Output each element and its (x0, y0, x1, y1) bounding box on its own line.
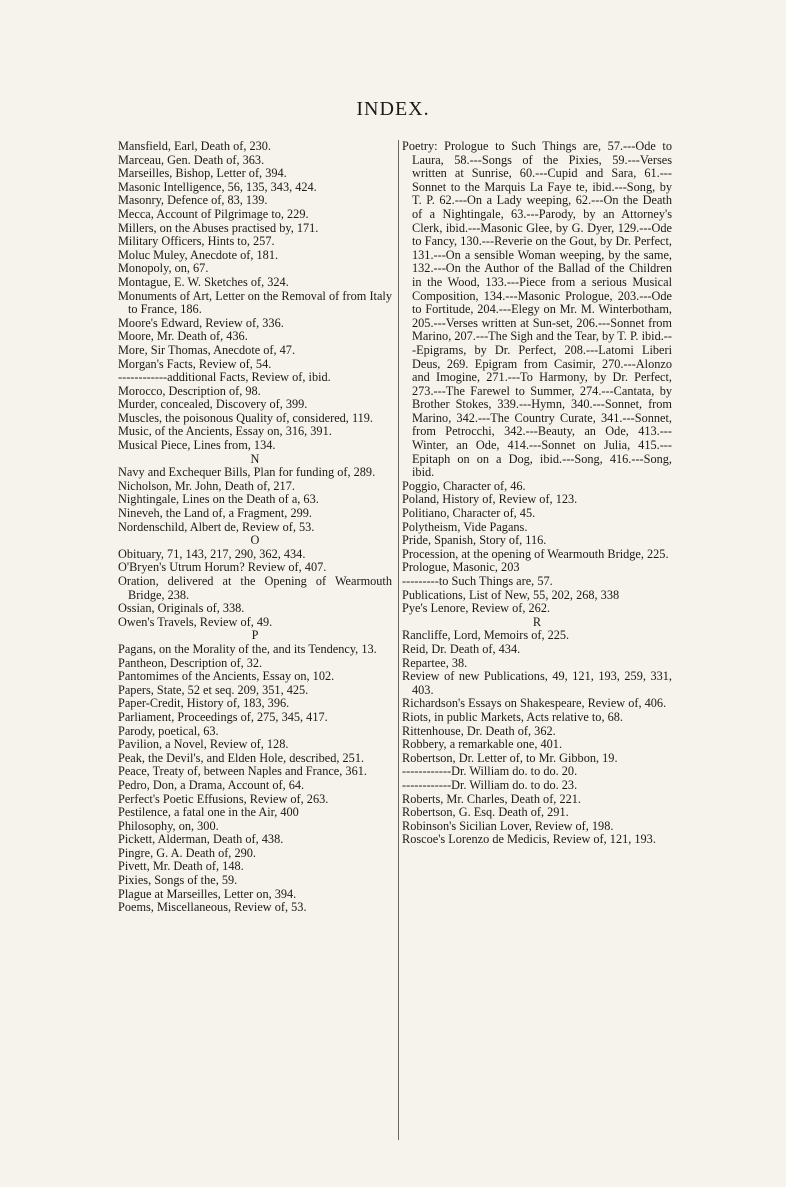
index-column-right (402, 140, 672, 847)
index-entry: Poggio, Character of, 46. (402, 478, 526, 493)
index-entry: Pixies, Songs of the, 59. (118, 873, 238, 888)
index-entry: Pavilion, a Novel, Review of, 128. (118, 737, 289, 752)
index-entry: Paper-Credit, History of, 183, 396. (118, 696, 290, 711)
section-letter: R (532, 614, 542, 629)
index-entry: Papers, State, 52 et seq. 209, 351, 425. (118, 682, 309, 697)
index-entry: Pestilence, a fatal one in the Air, 400 (118, 805, 299, 820)
index-entry: Masonry, Defence of, 83, 139. (118, 193, 268, 208)
index-entry: ------------additional Facts, Review of, ibid. (118, 370, 331, 385)
index-entry: Publications, List of New, 55, 202, 268, 338 (402, 587, 620, 602)
index-entry: Mansfield, Earl, Death of, 230. (118, 139, 271, 153)
index-entry: Poetry: Prologue to Such Things are, 57.---Ode to Laura, 58.---Songs of the Pixies, 59.---Verses written at Sunrise, 60.---Cupid and Sara, 61.---Sonnet to the Marquis La Faye te, ibid.---Song, by T. P. 62.---On a Lady weeping, 62.---On the Death of a Nightingale, 63.---Parody, by an Attorney's Clerk, ibid.---Masonic Glee, by G. Dyer, 129.---Ode to Fancy, 130.---Reverie on the Gout, by Dr. Perfect, 131.---On a sensible Woman weeping, by the same, 132.---On the Author of the Ballad of the Children in the Wood, 133.---Piece from a serious Musical Composition, 134.---Masonic Prologue, 203.---Ode to Fortitude, 204.---Elegy on Mr. M. Winterbotham, 205.---Verses written at Sun-set, 206.---Sonnet from Marino, 207.---The Sigh and the Tear, by T. P. ibid.---Epigrams, by Dr. Perfect, 208.---Latomi Liberi Deus, 269. Epigram from Casimir, 270.---Alonzo and Imogine, 271.---To Harmony, by Dr. Perfect, 273.---The Farewel to Summer, 274.---Cantata, by Brother Stokes, 339.---Hymn, 340.---Sonnet, from Marino, 342.---The Country Curate, 341.---Sonnet, from Petrocchi, 342.---Beauty, an Ode, 413.---Winter, an Ode, 414.---Sonnet on Julia, 415.---Epitaph on on a Dog, ibid.---Song, 416.---Song, ibid. (402, 139, 672, 480)
index-entry: Ossian, Originals of, 338. (118, 601, 245, 616)
index-entry: Polytheism, Vide Pagans. (402, 519, 528, 534)
index-entry: Moluc Muley, Anecdote of, 181. (118, 247, 279, 262)
index-entry: Rittenhouse, Dr. Death of, 362. (402, 723, 556, 738)
index-entry: Nineveh, the Land of, a Fragment, 299. (118, 506, 312, 521)
index-entry: Military Officers, Hints to, 257. (118, 234, 275, 249)
index-entry: Richardson's Essays on Shakespeare, Review of, 406. (402, 696, 667, 711)
index-entry: Morgan's Facts, Review of, 54. (118, 356, 272, 371)
index-entry: Pagans, on the Morality of the, and its Tendency, 13. (118, 641, 377, 656)
index-entry: Nicholson, Mr. John, Death of, 217. (118, 478, 295, 493)
index-entry: Oration, delivered at the Opening of Wearmouth Bridge, 238. (118, 574, 392, 602)
index-entry: Parody, poetical, 63. (118, 723, 219, 738)
index-entry: Procession, at the opening of Wearmouth Bridge, 225. (402, 546, 669, 561)
index-entry: Marceau, Gen. Death of, 363. (118, 152, 265, 167)
index-entry: Perfect's Poetic Effusions, Review of, 263. (118, 791, 329, 806)
index-entry: Pye's Lenore, Review of, 262. (402, 601, 551, 616)
index-entry: Monopoly, on, 67. (118, 261, 209, 276)
index-entry: O'Bryen's Utrum Horum? Review of, 407. (118, 560, 327, 575)
index-entry: Peak, the Devil's, and Elden Hole, described, 251. (118, 750, 365, 765)
index-entry: Reid, Dr. Death of, 434. (402, 641, 521, 656)
column-divider (398, 140, 399, 1140)
index-entry: Pivett, Mr. Death of, 148. (118, 859, 244, 874)
index-entry: Robinson's Sicilian Lover, Review of, 198. (402, 818, 614, 833)
index-entry: Pickett, Alderman, Death of, 438. (118, 832, 284, 847)
index-entry: Millers, on the Abuses practised by, 171. (118, 220, 319, 235)
index-entry: Monuments of Art, Letter on the Removal of from Italy to France, 186. (118, 288, 392, 317)
index-entry: Prologue, Masonic, 203 (402, 560, 520, 575)
index-entry: Obituary, 71, 143, 217, 290, 362, 434. (118, 546, 306, 561)
index-entry: Montague, E. W. Sketches of, 324. (118, 274, 289, 289)
index-entry: Roberts, Mr. Charles, Death of, 221. (402, 791, 581, 806)
index-entry: Poland, History of, Review of, 123. (402, 492, 578, 507)
index-entry: Nightingale, Lines on the Death of a, 63. (118, 492, 319, 507)
index-entry: Moore's Edward, Review of, 336. (118, 315, 284, 330)
index-entry: Musical Piece, Lines from, 134. (118, 438, 276, 453)
index-entry: Nordenschild, Albert de, Review of, 53. (118, 519, 315, 534)
index-entry: Masonic Intelligence, 56, 135, 343, 424. (118, 179, 317, 194)
index-entry: Owen's Travels, Review of, 49. (118, 614, 273, 629)
index-entry: Riots, in public Markets, Acts relative to, 68. (402, 709, 623, 724)
index-entry: Pantomimes of the Ancients, Essay on, 102. (118, 669, 335, 684)
index-entry: Pride, Spanish, Story of, 116. (402, 533, 547, 548)
page-title: INDEX. (356, 98, 430, 120)
index-entry: Roscoe's Lorenzo de Medicis, Review of, 121, 193. (402, 832, 656, 847)
index-entry: Pantheon, Description of, 32. (118, 655, 263, 670)
index-entry: Philosophy, on, 300. (118, 818, 219, 833)
index-entry: Moore, Mr. Death of, 436. (118, 329, 248, 344)
index-entry: Parliament, Proceedings of, 275, 345, 417. (118, 709, 328, 724)
index-entry: Marseilles, Bishop, Letter of, 394. (118, 166, 287, 181)
section-letter: N (250, 451, 260, 466)
index-entry: ---------to Such Things are, 57. (402, 574, 553, 588)
index-entry: Robbery, a remarkable one, 401. (402, 737, 563, 752)
index-entry: Rancliffe, Lord, Memoirs of, 225. (402, 628, 570, 643)
index-entry: Plague at Marseilles, Letter on, 394. (118, 886, 297, 901)
index-entry: Politiano, Character of, 45. (402, 506, 536, 521)
index-entry: Review of new Publications, 49, 121, 193, 259, 331, 403. (402, 669, 672, 697)
index-entry: Repartee, 38. (402, 655, 468, 670)
index-entry: More, Sir Thomas, Anecdote of, 47. (118, 342, 296, 357)
index-entry: Morocco, Description of, 98. (118, 383, 261, 398)
index-entry: Music, of the Ancients, Essay on, 316, 391. (118, 424, 332, 439)
index-entry: Murder, concealed, Discovery of, 399. (118, 397, 308, 412)
index-entry: ------------Dr. William do. to do. 23. (402, 777, 578, 792)
index-entry: Poems, Miscellaneous, Review of, 53. (118, 900, 307, 915)
index-entry: Pedro, Don, a Drama, Account of, 64. (118, 777, 305, 792)
index-entry: Mecca, Account of Pilgrimage to, 229. (118, 206, 309, 221)
index-entry: Muscles, the poisonous Quality of, considered, 119. (118, 410, 374, 425)
index-entry: Robertson, G. Esq. Death of, 291. (402, 805, 569, 820)
section-letter: P (251, 628, 259, 643)
index-entry: ------------Dr. William do. to do. 20. (402, 764, 578, 779)
index-entry: Pingre, G. A. Death of, 290. (118, 845, 256, 860)
index-entry: Navy and Exchequer Bills, Plan for funding of, 289. (118, 465, 376, 480)
index-entry: Peace, Treaty of, between Naples and France, 361. (118, 764, 367, 779)
index-entry: Robertson, Dr. Letter of, to Mr. Gibbon, 19. (402, 750, 618, 765)
section-letter: O (250, 533, 260, 548)
index-column-left (118, 140, 392, 915)
